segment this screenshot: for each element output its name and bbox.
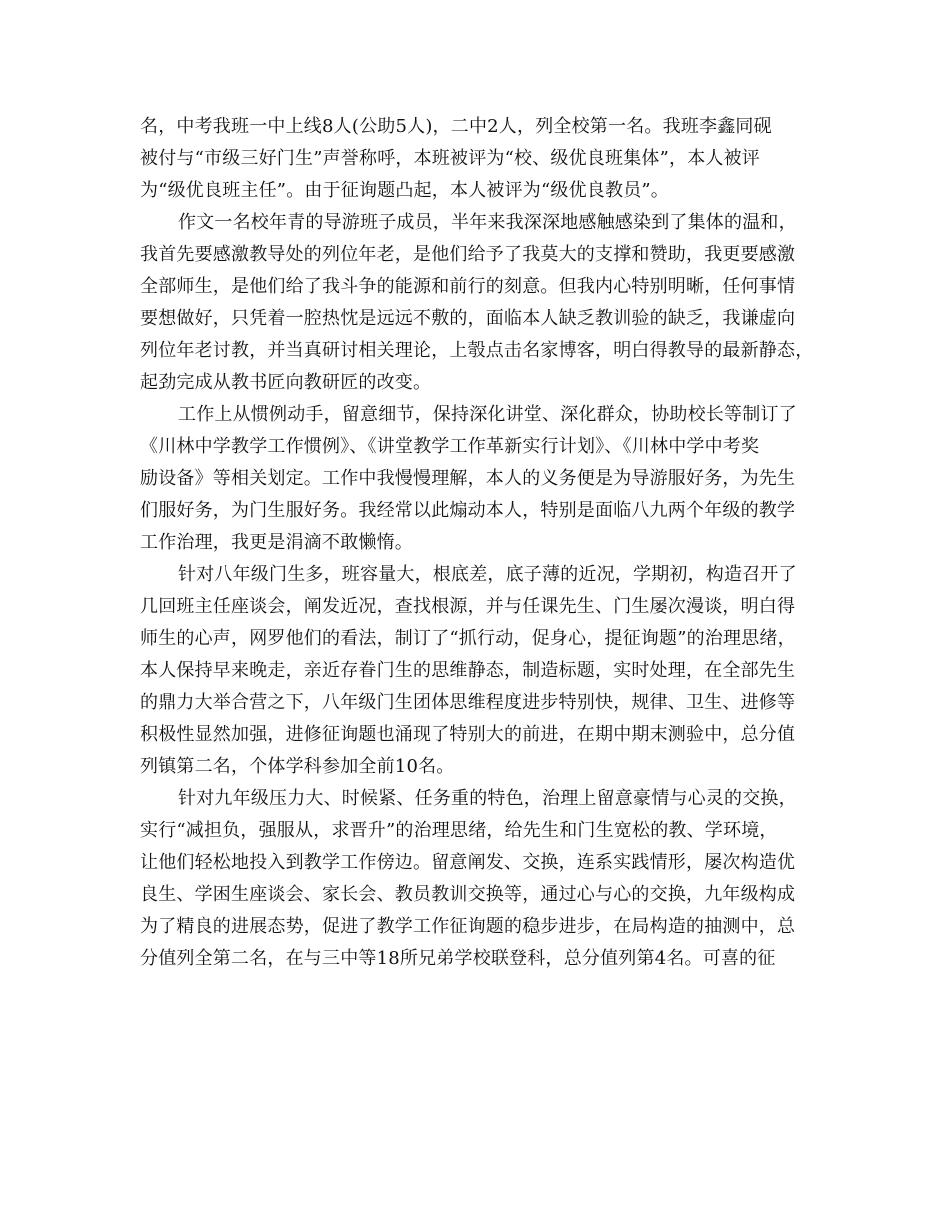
text-line: 的鼎力大举合营之下，八年级门生团体思维程度进步特别快，规律、卫生、进修等 xyxy=(140,692,796,713)
paragraph-3 xyxy=(140,399,820,559)
text-line: 工作上从惯例动手，留意细节，保持深化讲堂、深化群众，协助校长等制订了 xyxy=(178,404,797,425)
text-line: 良生、学困生座谈会、家长会、教员教训交换等，通过心与心的交换，九年级构成 xyxy=(140,884,796,905)
text-line: 励设备》等相关划定。工作中我慢慢理解，本人的义务便是为导游服好务，为先生 xyxy=(140,468,796,489)
text-line: 让他们轻松地投入到教学工作傍边。留意阐发、交换，连系实践情形，屡次构造优 xyxy=(140,852,796,873)
text-line: 几回班主任座谈会，阐发近况，查找根源，并与任课先生、门生屡次漫谈，明白得 xyxy=(140,596,796,617)
text-line: 名，中考我班一中上线8人(公助5人)，二中2人，列全校第一名。我班李鑫同砚 xyxy=(140,116,772,137)
text-line: 为了精良的进展态势，促进了教学工作征询题的稳步进步，在局构造的抽测中，总 xyxy=(140,916,796,937)
text-line: 积极性显然加强，进修征询题也涌现了特别大的前进，在期中期末测验中，总分值 xyxy=(140,724,796,745)
text-line: 针对九年级压力大、时候紧、任务重的特色，治理上留意豪情与心灵的交换， xyxy=(178,788,797,809)
text-line: 列镇第二名，个体学科参加全前10名。 xyxy=(140,756,455,777)
text-line: 针对八年级门生多，班容量大，根底差，底子薄的近况，学期初，构造召开了 xyxy=(178,564,797,585)
text-line: 实行“减担负，强服从，求晋升”的治理思绪，给先生和门生宽松的教、学环境， xyxy=(140,820,778,841)
text-line: 全部师生，是他们给了我斗争的能源和前行的刻意。但我内心特别明晰，任何事情 xyxy=(140,276,796,297)
paragraph-5 xyxy=(140,783,820,975)
text-line: 为“级优良班主任”。由于征询题凸起，本人被评为“级优良教员”。 xyxy=(140,180,670,201)
text-line: 作文一名校年青的导游班子成员，半年来我深深地感触感染到了集体的温和， xyxy=(178,212,797,233)
paragraph-1 xyxy=(140,111,820,207)
text-line: 我首先要感激教导处的列位年老，是他们给予了我莫大的支撑和赞助，我更要感激 xyxy=(140,244,796,265)
text-line: 们服好务，为门生服好务。我经常以此煽动本人，特别是面临八九两个年级的教学 xyxy=(140,500,796,521)
text-line: 起劲完成从教书匠向教研匠的改变。 xyxy=(140,372,432,393)
text-line: 分值列全第二名，在与三中等18所兄弟学校联登科，总分值列第4名。可喜的征 xyxy=(140,948,776,969)
paragraph-2 xyxy=(140,207,820,399)
document-body xyxy=(140,111,820,975)
text-line: 《川林中学教学工作惯例》、《讲堂教学工作革新实行计划》、《川林中学中考奖 xyxy=(140,436,760,457)
text-line: 本人保持早来晚走，亲近存眷门生的思维静态，制造标题，实时处理，在全部先生 xyxy=(140,660,796,681)
text-line: 工作治理，我更是涓滴不敢懒惰。 xyxy=(140,532,413,553)
text-line: 列位年老讨教，并当真研讨相关理论，上彀点击名家博客，明白得教导的最新静态， xyxy=(140,340,814,361)
text-line: 师生的心声，网罗他们的看法，制订了“抓行动，促身心，提征询题”的治理思绪， xyxy=(140,628,796,649)
text-line: 被付与“市级三好门生”声誉称呼，本班被评为“校、级优良班集体”，本人被评 xyxy=(140,148,761,169)
text-line: 要想做好，只凭着一腔热忱是远远不敷的，面临本人缺乏教训验的缺乏，我谦虚向 xyxy=(140,308,796,329)
paragraph-4 xyxy=(140,559,820,783)
